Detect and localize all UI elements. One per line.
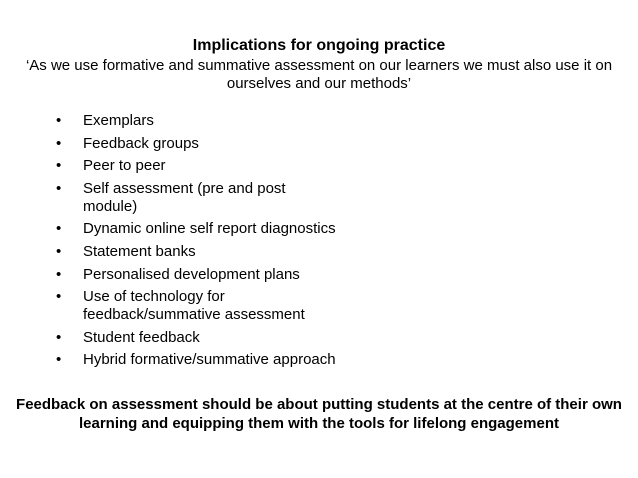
bullet-text: Student feedback	[83, 328, 200, 346]
list-item	[56, 243, 376, 261]
list-item	[56, 288, 376, 324]
list-item	[56, 266, 376, 284]
bullet-text: Feedback groups	[83, 134, 199, 152]
bullet-text: Personalised development plans	[83, 265, 300, 283]
bullet-icon: •	[56, 112, 62, 129]
list-item	[56, 180, 376, 216]
bullet-text: Dynamic online self report diagnostics	[83, 220, 336, 238]
bullet-icon: •	[56, 288, 62, 306]
bullet-icon: •	[56, 134, 62, 152]
bullet-icon: •	[56, 242, 62, 260]
bullet-text: Self assessment (pre and post module)	[83, 179, 286, 215]
bullet-icon: •	[56, 220, 62, 238]
list-item	[56, 112, 376, 130]
list-item	[56, 135, 376, 153]
list-item	[56, 329, 376, 347]
slide-quote: ‘As we use formative and summative assessment on our learners we must also use it on ourselves and our methods’	[25, 57, 613, 92]
list-item	[56, 220, 376, 238]
bullet-icon: •	[56, 351, 62, 369]
bullet-icon: •	[56, 265, 62, 283]
bullet-text: Exemplars	[83, 112, 154, 129]
bullet-list	[56, 112, 376, 374]
slide-conclusion: Feedback on assessment should be about putting students at the centre of their own learning and equipping them with the tools for lifelong engagement	[16, 396, 622, 432]
bullet-text: Statement banks	[83, 242, 196, 260]
list-item	[56, 157, 376, 175]
bullet-icon: •	[56, 157, 62, 175]
bullet-text: Peer to peer	[83, 157, 166, 175]
bullet-icon: •	[56, 179, 62, 197]
bullet-text: Hybrid formative/summative approach	[83, 351, 336, 369]
bullet-icon: •	[56, 328, 62, 346]
list-item	[56, 351, 376, 369]
slide-title: Implications for ongoing practice	[192, 37, 446, 54]
bullet-text: Use of technology for feedback/summative assessment	[83, 288, 305, 324]
